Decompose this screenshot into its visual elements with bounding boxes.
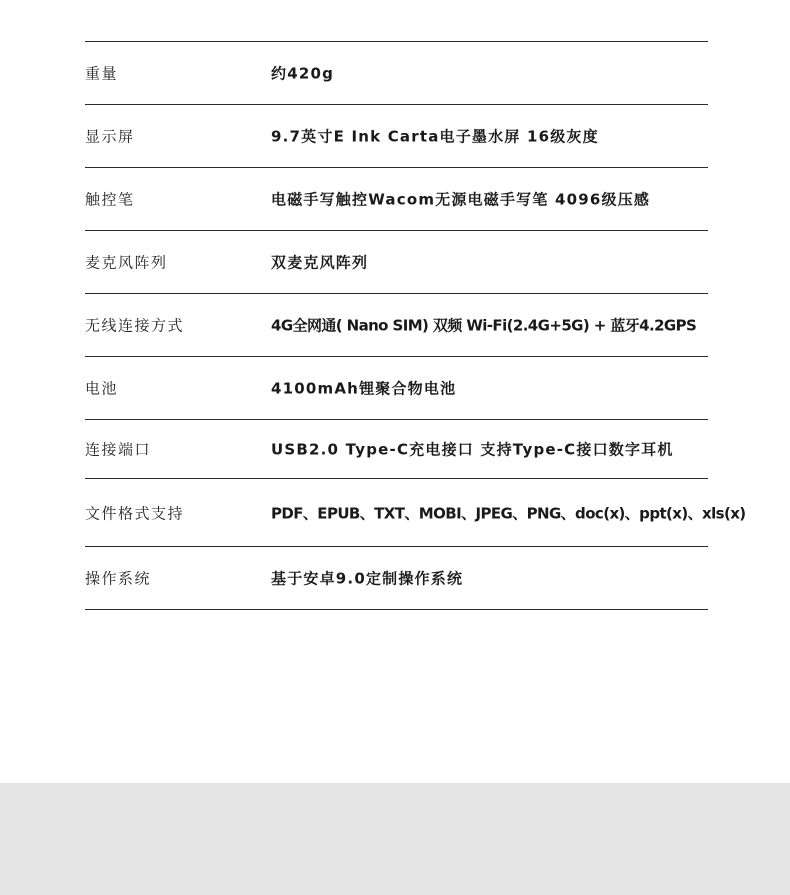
spec-label-weight: 重量 [85, 64, 119, 83]
spec-label-ports: 连接端口 [85, 440, 152, 459]
spec-label-wireless: 无线连接方式 [85, 316, 185, 335]
spec-row-display [85, 105, 708, 168]
spec-label-formats: 文件格式支持 [85, 504, 185, 522]
spec-row-os [85, 547, 708, 610]
spec-value-formats: PDF、EPUB、TXT、MOBI、JPEG、PNG、doc(x)、ppt(x)、xls(x) [271, 504, 746, 522]
spec-value-wireless: 4G全网通( Nano SIM) 双频 Wi-Fi(2.4G+5G) + 蓝牙4.2GPS [271, 316, 697, 335]
spec-label-microphone: 麦克风阵列 [85, 253, 168, 272]
spec-label-stylus: 触控笔 [85, 190, 135, 209]
footer-band [0, 783, 790, 895]
spec-row-stylus [85, 168, 708, 231]
spec-value-ports: USB2.0 Type-C充电接口 支持Type-C接口数字耳机 [271, 440, 674, 459]
spec-value-battery: 4100mAh锂聚合物电池 [271, 379, 457, 398]
spec-label-os: 操作系统 [85, 569, 152, 588]
spec-value-microphone: 双麦克风阵列 [271, 253, 369, 272]
spec-label-display: 显示屏 [85, 127, 135, 146]
spec-value-stylus: 电磁手写触控Wacom无源电磁手写笔 4096级压感 [271, 190, 651, 209]
spec-row-battery [85, 357, 708, 420]
spec-row-microphone [85, 231, 708, 294]
spec-value-os: 基于安卓9.0定制操作系统 [271, 569, 464, 588]
spec-table [85, 41, 746, 610]
spec-value-display: 9.7英寸E Ink Carta电子墨水屏 16级灰度 [271, 127, 599, 146]
spec-row-formats [85, 479, 746, 547]
spec-row-weight [85, 42, 708, 105]
spec-value-weight: 约420g [271, 64, 335, 83]
spec-row-wireless [85, 294, 708, 357]
spec-row-ports [85, 420, 708, 479]
spec-label-battery: 电池 [85, 379, 119, 398]
